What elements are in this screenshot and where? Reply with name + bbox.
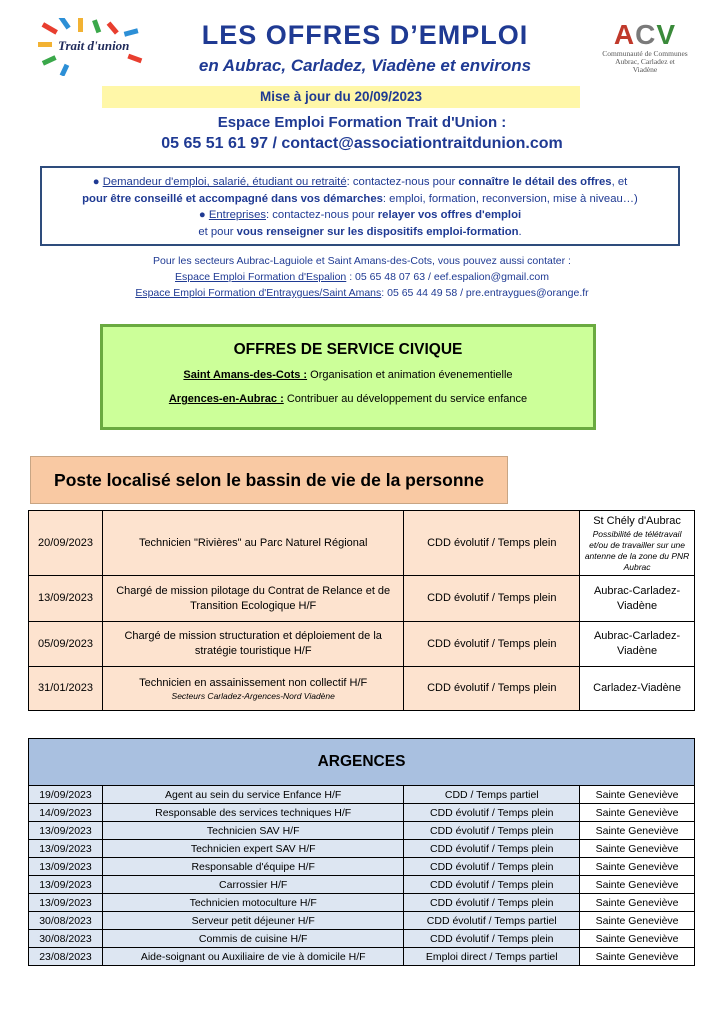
offer-place-note: Possibilité de télétravail et/ou de travailler sur une antenne de la zone du PNR Aubrac — [584, 528, 690, 572]
offer-contract: CDD évolutif / Temps plein — [404, 894, 580, 912]
offer-title: Technicien SAV H/F — [102, 822, 403, 840]
info-bold: vous renseigner sur les dispositifs emploi-formation — [236, 225, 519, 238]
offer-title: Chargé de mission structuration et déploiement de la stratégie touristique H/F — [102, 622, 403, 667]
update-banner: Mise à jour du 20/09/2023 — [102, 86, 580, 108]
offer-place: Sainte Geneviève — [580, 858, 695, 876]
argences-rows — [29, 786, 695, 966]
table-row — [29, 840, 695, 858]
offer-title: Serveur petit déjeuner H/F — [102, 912, 403, 930]
offer-contract: Emploi direct / Temps partiel — [404, 948, 580, 966]
offer-date: 05/09/2023 — [29, 622, 103, 667]
offer-title: Technicien "Rivières" au Parc Naturel Régional — [102, 511, 403, 576]
offer-contract: CDD évolutif / Temps plein — [404, 511, 580, 576]
offer-title: Aide-soignant ou Auxiliaire de vie à domicile H/F — [102, 948, 403, 966]
offer-title: Technicien expert SAV H/F — [102, 840, 403, 858]
info-line-1 — [50, 174, 670, 191]
offer-place: St Chély d'Aubrac — [593, 514, 681, 527]
civique-title: OFFRES DE SERVICE CIVIQUE — [233, 341, 463, 358]
offer-place: Sainte Geneviève — [580, 822, 695, 840]
offer-place: Carladez-Viadène — [580, 667, 695, 711]
offer-note: Secteurs Carladez-Argences-Nord Viadène — [171, 690, 335, 701]
offer-date: 30/08/2023 — [29, 912, 103, 930]
offer-date: 23/08/2023 — [29, 948, 103, 966]
argences-header-row — [29, 739, 695, 786]
offer-place: Sainte Geneviève — [580, 804, 695, 822]
info-text: : contactez-nous pour — [346, 176, 459, 188]
table-row — [29, 894, 695, 912]
contact-line: 05 65 51 61 97 / contact@associationtraitdunion.com — [161, 135, 563, 152]
offer-contract: CDD évolutif / Temps plein — [404, 930, 580, 948]
offer-place: Sainte Geneviève — [580, 948, 695, 966]
civique-text: Contribuer au développement du service enfance — [283, 393, 528, 405]
offer-place-cell — [580, 511, 695, 576]
table-row — [29, 511, 695, 576]
offer-place: Sainte Geneviève — [580, 912, 695, 930]
info-bold: relayer vos offres d'emploi — [377, 209, 522, 221]
table-row — [29, 930, 695, 948]
entraygues-link[interactable]: Espace Emploi Formation d'Entraygues/Saint Amans — [135, 287, 382, 299]
civique-text: Organisation et animation évenementielle — [307, 369, 513, 381]
offer-place: Sainte Geneviève — [580, 894, 695, 912]
civique-offer-2 — [103, 393, 593, 405]
offer-title: Responsable des services techniques H/F — [102, 804, 403, 822]
offer-contract: CDD évolutif / Temps plein — [404, 576, 580, 622]
table-row — [29, 804, 695, 822]
offer-date: 13/09/2023 — [29, 894, 103, 912]
offer-contract: CDD évolutif / Temps partiel — [404, 912, 580, 930]
info-line-3 — [50, 207, 670, 224]
offers-table-argences — [28, 738, 695, 966]
offer-contract: CDD évolutif / Temps plein — [404, 804, 580, 822]
offer-place: Sainte Geneviève — [580, 786, 695, 804]
info-text: , et — [611, 176, 628, 188]
section-title-poste: Poste localisé selon le bassin de vie de la personne — [30, 456, 508, 504]
info-text: : emploi, formation, reconversion, mise à niveau…) — [382, 192, 638, 205]
offers-table-local — [28, 510, 695, 711]
page-subtitle: en Aubrac, Carladez, Viadène et environs — [198, 56, 532, 75]
offer-title-cell — [102, 667, 403, 711]
offer-place: Sainte Geneviève — [580, 840, 695, 858]
info-bold: connaître le détail des offres — [458, 176, 612, 188]
bullet-icon: ● — [92, 176, 100, 188]
offer-date: 13/09/2023 — [29, 822, 103, 840]
civique-offer-1 — [103, 369, 593, 381]
espalion-details: : 05 65 48 07 63 / eef.espalion@gmail.com — [346, 271, 549, 283]
offer-date: 30/08/2023 — [29, 930, 103, 948]
offer-contract: CDD évolutif / Temps plein — [404, 876, 580, 894]
offer-title: Commis de cuisine H/F — [102, 930, 403, 948]
table-row — [29, 622, 695, 667]
bullet-icon: ● — [198, 209, 206, 221]
logo-left-text: Trait d'union — [58, 38, 130, 53]
offer-place: Aubrac-Carladez-Viadène — [580, 576, 695, 622]
offer-date: 13/09/2023 — [29, 576, 103, 622]
offer-contract: CDD évolutif / Temps plein — [404, 840, 580, 858]
offer-date: 13/09/2023 — [29, 840, 103, 858]
civique-place: Argences-en-Aubrac : — [168, 393, 284, 405]
espalion-link[interactable]: Espace Emploi Formation d'Espalion — [175, 271, 347, 283]
info-box — [40, 166, 680, 246]
acv-logo-mark: ACV — [613, 19, 677, 50]
offer-place: Sainte Geneviève — [580, 876, 695, 894]
trait-d-union-logo — [36, 18, 148, 76]
info-text: : contactez-nous pour — [266, 209, 378, 221]
contact-title: Espace Emploi Formation Trait d'Union : — [217, 114, 507, 131]
table-row — [29, 822, 695, 840]
offer-contract: CDD évolutif / Temps plein — [404, 622, 580, 667]
info-bold: pour être conseillé et accompagné dans vos démarches — [82, 192, 383, 205]
offer-contract: CDD évolutif / Temps plein — [404, 822, 580, 840]
table-row — [29, 876, 695, 894]
info-text: . — [518, 225, 522, 238]
offer-title: Chargé de mission pilotage du Contrat de Relance et de Transition Ecologique H/F — [102, 576, 403, 622]
info-jobseeker: Demandeur d'emploi, salarié, étudiant ou retraité — [102, 176, 347, 188]
info-line-4 — [50, 224, 670, 241]
offer-title: Technicien en assainissement non collectif H/F — [139, 676, 368, 689]
other-contacts — [60, 253, 664, 301]
offer-date: 31/01/2023 — [29, 667, 103, 711]
table-row — [29, 786, 695, 804]
offer-date: 13/09/2023 — [29, 876, 103, 894]
info-text: et pour — [198, 225, 237, 238]
offer-date: 20/09/2023 — [29, 511, 103, 576]
offer-date: 13/09/2023 — [29, 858, 103, 876]
page-title: LES OFFRES D’EMPLOI — [201, 20, 529, 50]
acv-logo-subtext: Communauté de Communes Aubrac, Carladez et Viadène — [602, 49, 688, 74]
offer-contract: CDD évolutif / Temps plein — [404, 667, 580, 711]
table-row — [29, 948, 695, 966]
offer-title: Technicien motoculture H/F — [102, 894, 403, 912]
contacts-intro: Pour les secteurs Aubrac-Laguiole et Saint Amans-des-Cots, vous pouvez aussi contater : — [153, 255, 571, 267]
offer-contract: CDD / Temps partiel — [404, 786, 580, 804]
contact-entraygues — [60, 285, 664, 301]
offer-place: Aubrac-Carladez-Viadène — [580, 622, 695, 667]
offer-title: Carrossier H/F — [102, 876, 403, 894]
table-row — [29, 912, 695, 930]
info-line-2 — [50, 191, 670, 208]
civique-place: Saint Amans-des-Cots : — [183, 369, 308, 381]
acv-logo — [602, 20, 688, 76]
offer-contract: CDD évolutif / Temps plein — [404, 858, 580, 876]
offer-date: 14/09/2023 — [29, 804, 103, 822]
offer-title: Responsable d'équipe H/F — [102, 858, 403, 876]
offer-date: 19/09/2023 — [29, 786, 103, 804]
table-row — [29, 858, 695, 876]
table-row — [29, 667, 695, 711]
service-civique-box — [100, 324, 596, 430]
info-companies: Entreprises — [208, 209, 266, 221]
entraygues-details: : 05 65 44 49 58 / pre.entraygues@orange.fr — [381, 287, 589, 299]
offer-title: Agent au sein du service Enfance H/F — [102, 786, 403, 804]
argences-title: ARGENCES — [29, 739, 695, 786]
offer-place: Sainte Geneviève — [580, 930, 695, 948]
table-row — [29, 576, 695, 622]
contact-espalion — [60, 269, 664, 285]
